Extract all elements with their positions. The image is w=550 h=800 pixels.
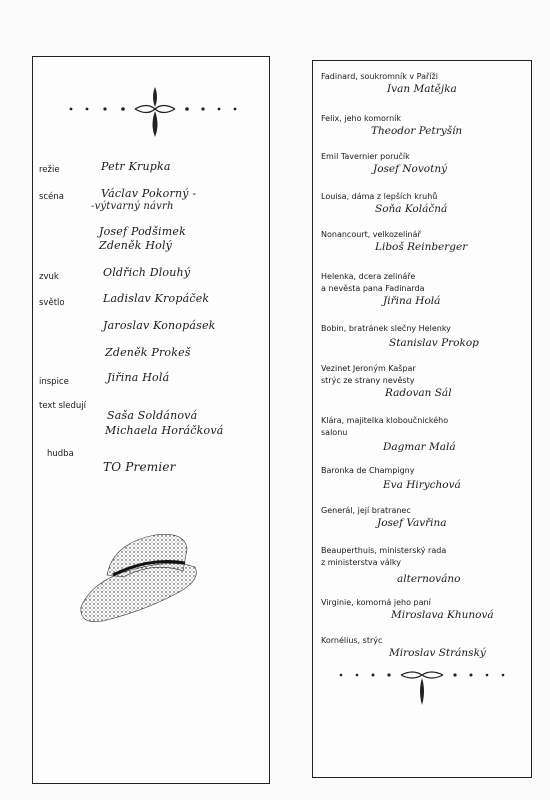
actor-name: Liboš Reinberger (375, 241, 468, 253)
role-name: Kornélius, strýc (321, 636, 383, 645)
credit-name: Zdeněk Prokeš (105, 346, 191, 359)
credit-name: Václav Pokorný - (101, 187, 197, 200)
actor-name: Jiřina Holá (383, 295, 441, 307)
role-name: Nonancourt, velkozelinář (321, 230, 421, 239)
actor-name: Ivan Matějka (387, 83, 457, 95)
role-name: Klára, majitelka kloboučnického (321, 416, 449, 425)
credit-name: Jiřina Holá (107, 371, 170, 384)
actor-name: Miroslava Khunová (391, 609, 494, 621)
actor-name: Radovan Sál (385, 387, 452, 399)
actor-name: alternováno (397, 573, 461, 585)
actor-name: Miroslav Stránský (389, 647, 486, 659)
credit-label-rezie: režie (39, 165, 60, 175)
hat-illustration (73, 527, 203, 627)
actor-name: Josef Novotný (373, 163, 448, 175)
ornament-icon (65, 85, 241, 155)
role-name: Bobin, bratránek slečny Helenky (321, 324, 451, 333)
actor-name: Soňa Koláčná (375, 203, 448, 215)
credit-name: Jaroslav Konopásek (103, 319, 216, 332)
credit-label-svetlo: světlo (39, 298, 65, 308)
role-name: Louisa, dáma z lepších kruhů (321, 192, 438, 201)
role-name: Beauperthuis, ministerský rada (321, 546, 447, 555)
role-name: Emil Tavernier poručík (321, 152, 410, 161)
role-name: Generál, její bratranec (321, 506, 411, 515)
role-name: strýc ze strany nevěsty (321, 376, 415, 385)
credit-label-hudba: hudba (47, 449, 74, 459)
credit-name: Josef Podšimek (99, 225, 186, 238)
credit-name: TO Premier (103, 460, 176, 474)
actor-name: Dagmar Malá (383, 441, 456, 453)
credit-name: Michaela Horáčková (105, 424, 224, 437)
cast-panel (312, 60, 532, 778)
actor-name: Theodor Petryšín (371, 125, 463, 137)
role-name: Fadinard, soukromník v Paříži (321, 72, 438, 81)
role-name: Vezinet Jeroným Kašpar (321, 364, 416, 373)
credit-name: Saša Soldánová (107, 409, 198, 422)
role-name: z ministerstva války (321, 558, 401, 567)
credits-panel (32, 56, 270, 784)
role-name: a nevěsta pana Fadinarda (321, 284, 425, 293)
actor-name: Stanislav Prokop (389, 337, 479, 349)
credit-label-scena: scéna (39, 192, 64, 202)
ornament-icon (327, 665, 517, 709)
actor-name: Eva Hirychová (383, 479, 461, 491)
role-name: Virginie, komorná jeho paní (321, 598, 431, 607)
credit-name: Petr Krupka (101, 160, 171, 173)
credit-label-text: text sledují (39, 401, 87, 411)
credit-label-zvuk: zvuk (39, 272, 59, 282)
credit-name: -výtvarný návrh (91, 201, 174, 212)
role-name: Baronka de Champigny (321, 466, 415, 475)
credit-name: Zdeněk Holý (99, 239, 173, 252)
role-name: salonu (321, 428, 348, 437)
credit-name: Ladislav Kropáček (103, 292, 210, 305)
role-name: Felix, jeho komorník (321, 114, 402, 123)
credit-name: Oldřich Dlouhý (103, 266, 191, 279)
credit-label-inspice: inspice (39, 377, 69, 387)
actor-name: Josef Vavřina (377, 517, 447, 529)
role-name: Helenka, dcera zelináře (321, 272, 416, 281)
